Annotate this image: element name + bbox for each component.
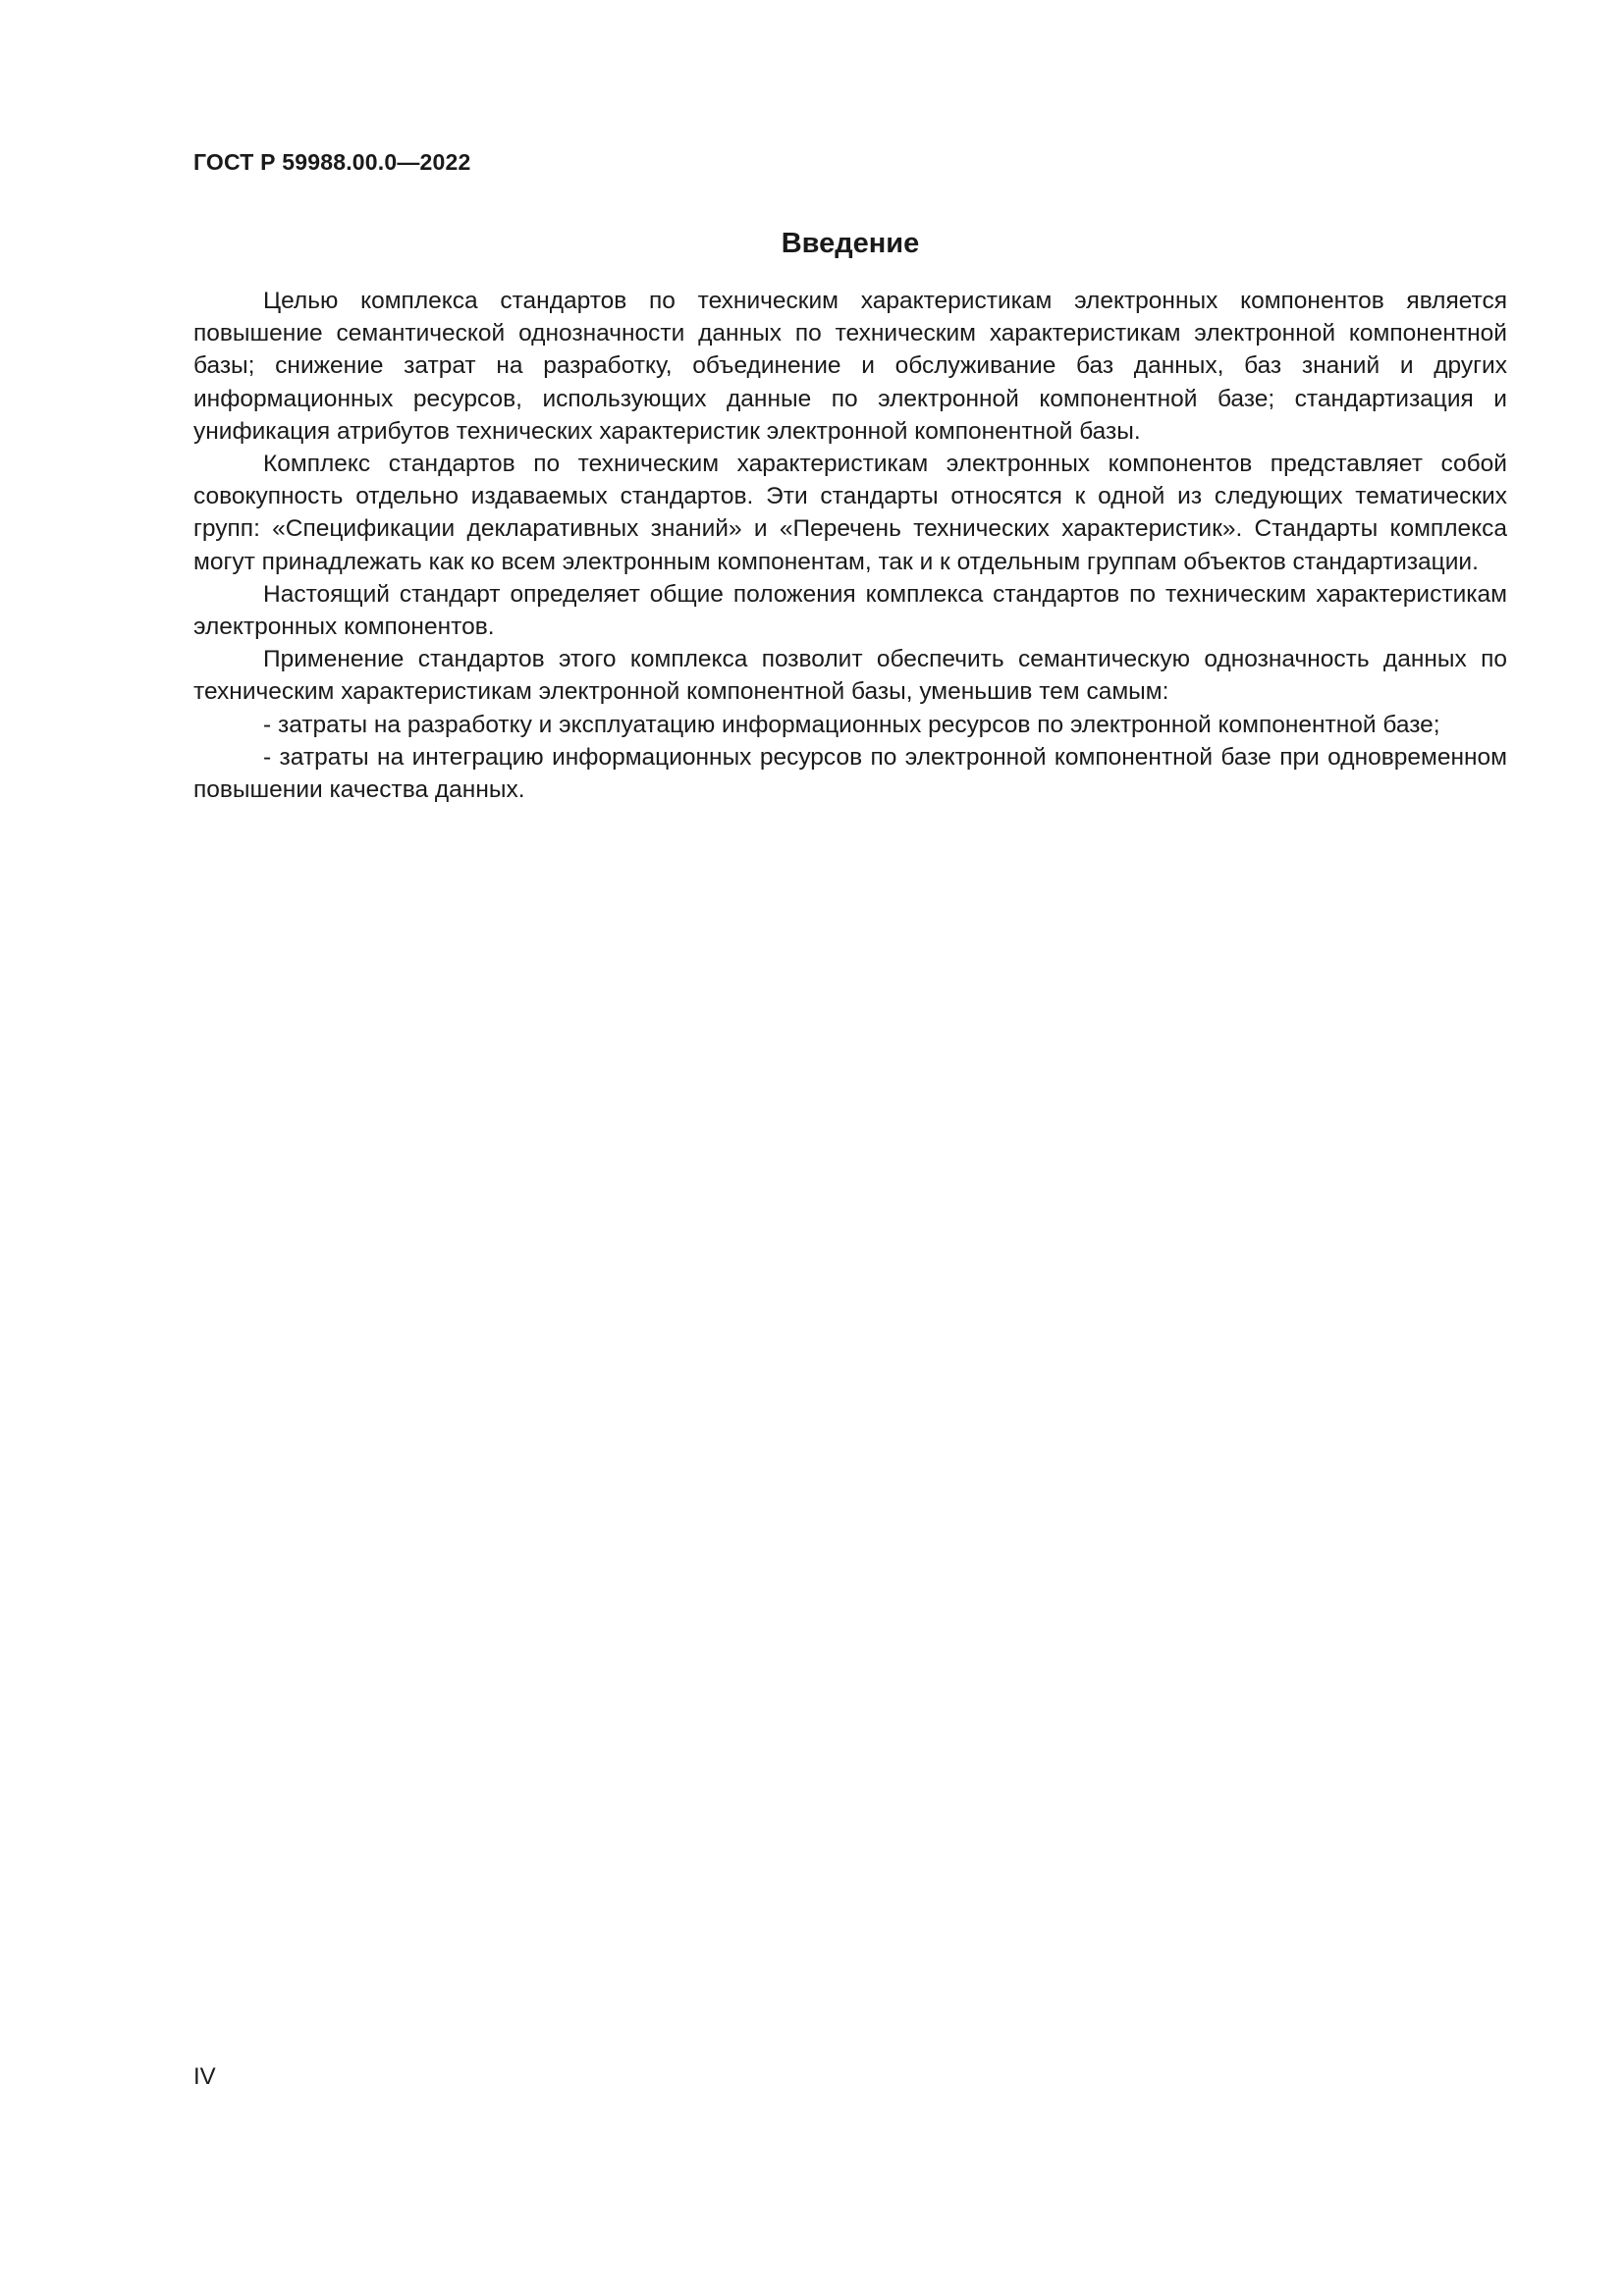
- paragraph: Целью комплекса стандартов по техническим характеристикам электронных компонентов является повышение семантической однозначности данных по техническим характеристикам электронной компонентной базы; снижение затрат на разработку, объединение и обслуживание баз данных, баз знаний и других информационных ресурсов, использующих данные по электронной компонентной базе; стандартизация и унификация атрибутов технических характеристик электронной компонентной базы.: [193, 288, 1507, 445]
- paragraph: Настоящий стандарт определяет общие положения комплекса стандартов по техническим характеристикам электронных компонентов.: [193, 580, 1507, 641]
- paragraph: Применение стандартов этого комплекса позволит обеспечить семантическую однозначность данных по техническим характеристикам электронной компонентной базы, уменьшив тем самым:: [193, 646, 1507, 706]
- list-item: - затраты на интеграцию информационных ресурсов по электронной компонентной базе при одновременном повышении качества данных.: [193, 743, 1507, 804]
- section-body: [193, 285, 1507, 806]
- list-item: - затраты на разработку и эксплуатацию информационных ресурсов по электронной компонентной базе;: [263, 711, 1440, 738]
- page-number: IV: [193, 2063, 216, 2090]
- document-code-header: ГОСТ Р 59988.00.0—2022: [193, 149, 471, 175]
- paragraph: Комплекс стандартов по техническим характеристикам электронных компонентов представляет собой совокупность отдельно издаваемых стандартов. Эти стандарты относятся к одной из следующих тематических групп: «Спецификации декларативных знаний» и «Перечень технических характеристик». Стандарты комплекса могут принадлежать как ко всем электронным компонентам, так и к отдельным группам объектов стандартизации.: [193, 451, 1507, 575]
- section-title: Введение: [781, 228, 920, 259]
